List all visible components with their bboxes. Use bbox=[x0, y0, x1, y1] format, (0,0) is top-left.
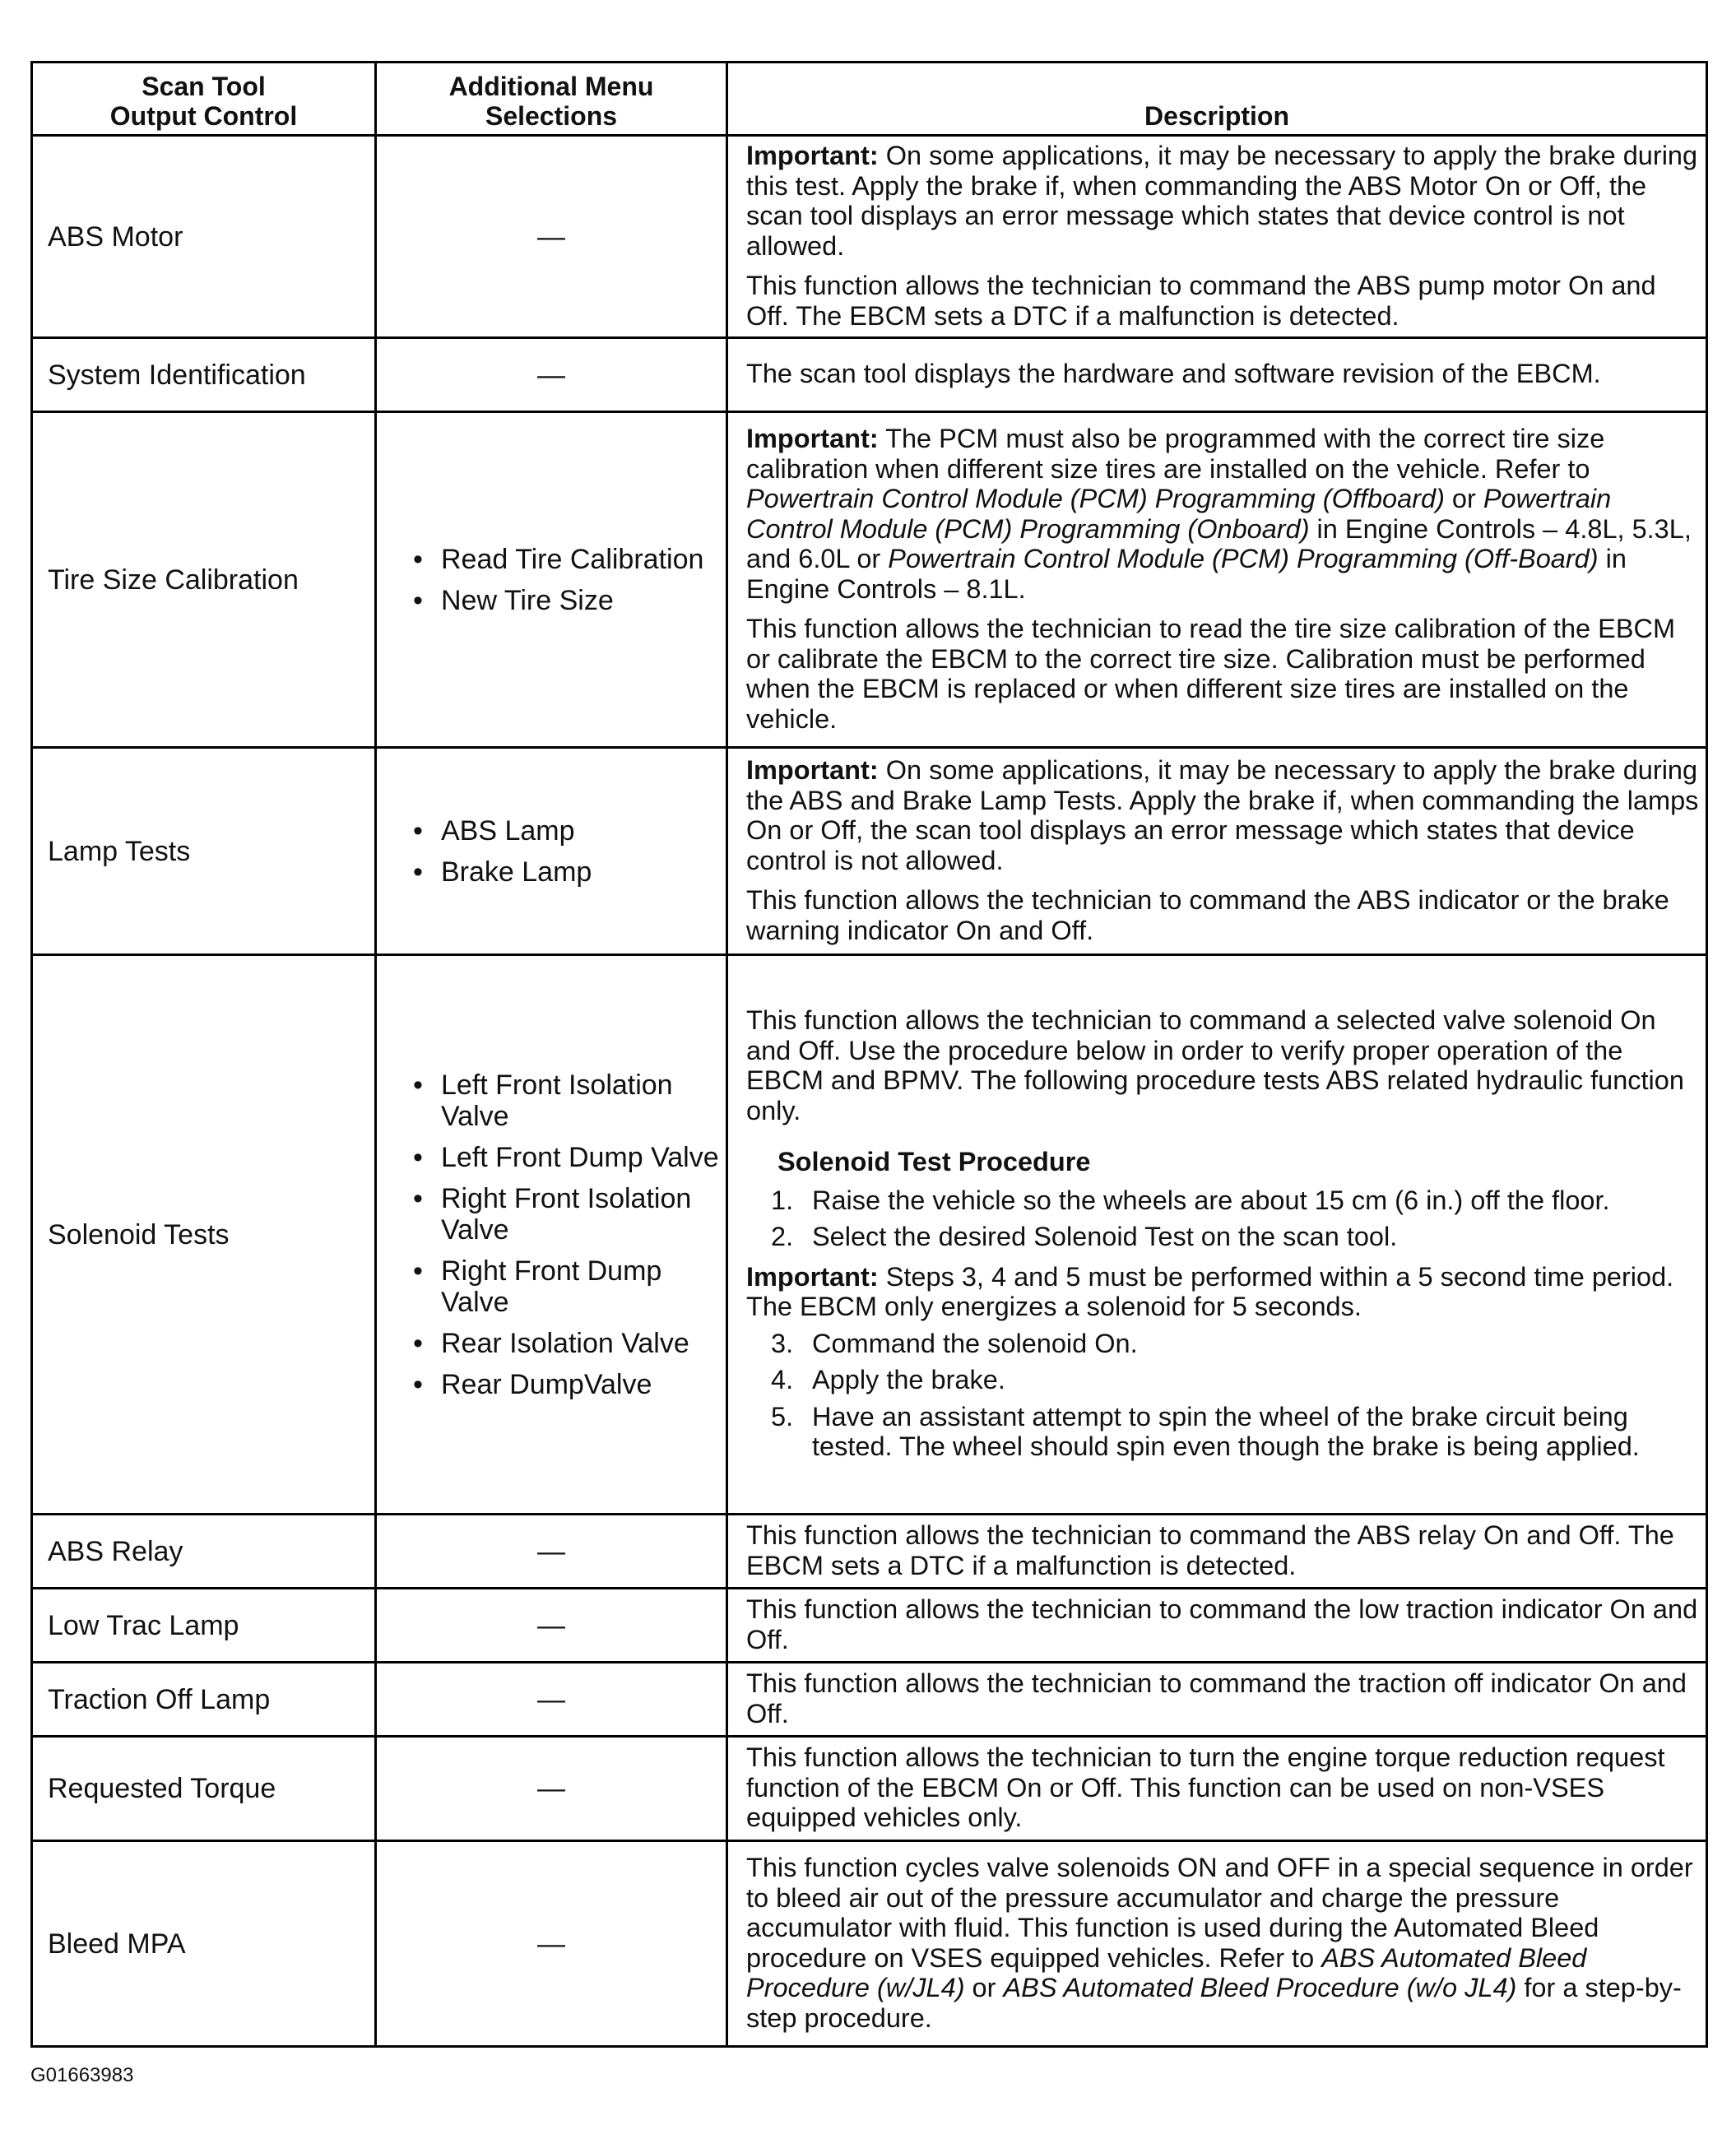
table-row bbox=[32, 1515, 1707, 1589]
important-label: Important: bbox=[746, 1261, 879, 1292]
description-cell bbox=[727, 338, 1707, 412]
table-row bbox=[32, 955, 1707, 1515]
important-label: Important: bbox=[746, 755, 879, 785]
menu-none: — bbox=[376, 136, 727, 338]
control-name: Lamp Tests bbox=[32, 748, 376, 955]
header-description: Description bbox=[727, 63, 1707, 136]
important-label: Important: bbox=[746, 141, 879, 170]
table-row bbox=[32, 338, 1707, 412]
important-note: Important: Steps 3, 4 and 5 must be performed within a 5 second time period. The EBCM only energizes a solenoid for 5 seconds. bbox=[746, 1261, 1674, 1322]
description-text: This function allows the technician to turn the engine torque reduction request function of the EBCM On or Off. This function can be used on non-VSES equipped vehicles only. bbox=[746, 1742, 1665, 1833]
table-row bbox=[32, 1589, 1707, 1663]
control-name: Tire Size Calibration bbox=[32, 412, 376, 748]
description-text: This function allows the technician to command the ABS pump motor On and Off. The EBCM sets a DTC if a malfunction is detected. bbox=[746, 271, 1656, 331]
procedure-title: Solenoid Test Procedure bbox=[777, 1147, 1091, 1177]
description-cell bbox=[727, 1515, 1707, 1589]
important-note: Important: On some applications, it may be necessary to apply the brake during the ABS and Brake Lamp Tests. Apply the brake if, when commanding the lamps On or Off, the scan tool displays an error message which states that device control is not allowed. bbox=[746, 755, 1699, 875]
procedure-step: 5. Have an assistant attempt to spin the wheel of the brake circuit being tested. The wheel should spin even though the brake is being applied. bbox=[771, 1401, 1640, 1462]
description-cell bbox=[727, 1841, 1707, 2047]
table-row bbox=[32, 412, 1707, 748]
list-item: • Read Tire Calibration bbox=[413, 543, 704, 575]
important-label: Important: bbox=[746, 424, 879, 453]
table-row bbox=[32, 1841, 1707, 2047]
table-header-row bbox=[32, 63, 1707, 136]
doc-reference: ABS Automated Bleed Procedure (w/JL4) bbox=[746, 1942, 1587, 2002]
control-name: Solenoid Tests bbox=[32, 955, 376, 1515]
description-text: This function allows the technician to command the traction off indicator On and Off. bbox=[746, 1668, 1687, 1728]
list-item: • New Tire Size bbox=[413, 584, 614, 616]
description-text: This function allows the technician to command the ABS indicator or the brake warning indicator On and Off. bbox=[746, 885, 1669, 945]
description-cell bbox=[727, 136, 1707, 338]
description-cell bbox=[727, 1589, 1707, 1663]
list-item: • Right Front Isolation Valve bbox=[413, 1182, 692, 1246]
control-name: Bleed MPA bbox=[32, 1841, 376, 2047]
list-item: • Brake Lamp bbox=[413, 856, 592, 888]
doc-reference: ABS Automated Bleed Procedure (w/o JL4) bbox=[1003, 1973, 1517, 2002]
description-text: This function allows the technician to command a selected valve solenoid On and Off. Use the procedure below in order to verify proper operation of the EBCM and BPMV. The following procedure tests ABS related hydraulic function only. bbox=[746, 1005, 1684, 1125]
description-cell bbox=[727, 412, 1707, 748]
description-text: This function cycles valve solenoids ON and OFF in a special sequence in order to bleed air out of the pressure accumulator and charge the pressure accumulator with fluid. This function is used during the Automated Bleed procedure on VSES equipped vehicles. Refer to ABS Automated Bleed Procedure (w/JL4) or ABS Automated Bleed Procedure (w/o JL4) for a step-by-step procedure. bbox=[746, 1853, 1693, 2033]
list-item: • ABS Lamp bbox=[413, 814, 575, 847]
menu-none: — bbox=[376, 1841, 727, 2047]
list-item: • Left Front Isolation Valve bbox=[413, 1069, 673, 1132]
control-name: ABS Motor bbox=[32, 136, 376, 338]
description-text: This function allows the technician to read the tire size calibration of the EBCM or calibrate the EBCM to the correct tire size. Calibration must be performed when the EBCM is replaced or when different size tires are installed on the vehicle. bbox=[746, 614, 1676, 734]
menu-selections bbox=[376, 748, 727, 955]
procedure-step: 1. Raise the vehicle so the wheels are about 15 cm (6 in.) off the floor. bbox=[771, 1185, 1610, 1215]
menu-none: — bbox=[376, 1515, 727, 1589]
menu-selections bbox=[376, 412, 727, 748]
table-row bbox=[32, 748, 1707, 955]
important-note: Important: The PCM must also be programmed with the correct tire size calibration when different size tires are installed on the vehicle. Refer to Powertrain Control Module (PCM) Programming (Offboard) or Powertrain Control Module (PCM) Programming (Onboard) in Engine Controls – 4.8L, 5.3L, and 6.0L or Powertrain Control Module (PCM) Programming (Off-Board) in Engine Controls – 8.1L. bbox=[746, 424, 1692, 604]
menu-none: — bbox=[376, 338, 727, 412]
table-row bbox=[32, 136, 1707, 338]
control-name: Requested Torque bbox=[32, 1737, 376, 1841]
menu-none: — bbox=[376, 1589, 727, 1663]
header-scan-tool-output-control: Scan Tool Output Control bbox=[32, 63, 376, 136]
doc-reference: Powertrain Control Module (PCM) Programming (Onboard) bbox=[746, 484, 1612, 544]
important-note: Important: On some applications, it may be necessary to apply the brake during this test. Apply the brake if, when commanding the ABS Motor On or Off, the scan tool displays an error message which states that device control is not allowed. bbox=[746, 141, 1698, 261]
description-cell bbox=[727, 1663, 1707, 1737]
menu-none: — bbox=[376, 1663, 727, 1737]
table-row bbox=[32, 1737, 1707, 1841]
control-name: Low Trac Lamp bbox=[32, 1589, 376, 1663]
description-text: This function allows the technician to command the low traction indicator On and Off. bbox=[746, 1594, 1698, 1654]
procedure-step: 4. Apply the brake. bbox=[771, 1365, 1005, 1395]
control-name: Traction Off Lamp bbox=[32, 1663, 376, 1737]
description-text: The scan tool displays the hardware and software revision of the EBCM. bbox=[746, 359, 1601, 389]
list-item: • Rear DumpValve bbox=[413, 1368, 652, 1400]
description-cell bbox=[727, 955, 1707, 1515]
description-text: This function allows the technician to command the ABS relay On and Off. The EBCM sets a DTC if a malfunction is detected. bbox=[746, 1520, 1674, 1580]
scan-tool-output-controls-table bbox=[30, 61, 1708, 2048]
list-item: • Left Front Dump Valve bbox=[413, 1141, 719, 1173]
list-item: • Rear Isolation Valve bbox=[413, 1327, 689, 1359]
list-item: • Right Front Dump Valve bbox=[413, 1255, 662, 1318]
doc-reference: Powertrain Control Module (PCM) Programming (Off-Board) bbox=[888, 544, 1599, 573]
figure-id: G01663983 bbox=[30, 2064, 134, 2086]
control-name: ABS Relay bbox=[32, 1515, 376, 1589]
header-additional-menu-selections: Additional Menu Selections bbox=[376, 63, 727, 136]
doc-reference: Powertrain Control Module (PCM) Programming (Offboard) bbox=[746, 484, 1445, 513]
description-cell bbox=[727, 1737, 1707, 1841]
procedure-step: 3. Command the solenoid On. bbox=[771, 1328, 1138, 1358]
menu-none: — bbox=[376, 1737, 727, 1841]
menu-selections bbox=[376, 955, 727, 1515]
description-cell bbox=[727, 748, 1707, 955]
procedure-step: 2. Select the desired Solenoid Test on the scan tool. bbox=[771, 1222, 1398, 1252]
table-row bbox=[32, 1663, 1707, 1737]
control-name: System Identification bbox=[32, 338, 376, 412]
